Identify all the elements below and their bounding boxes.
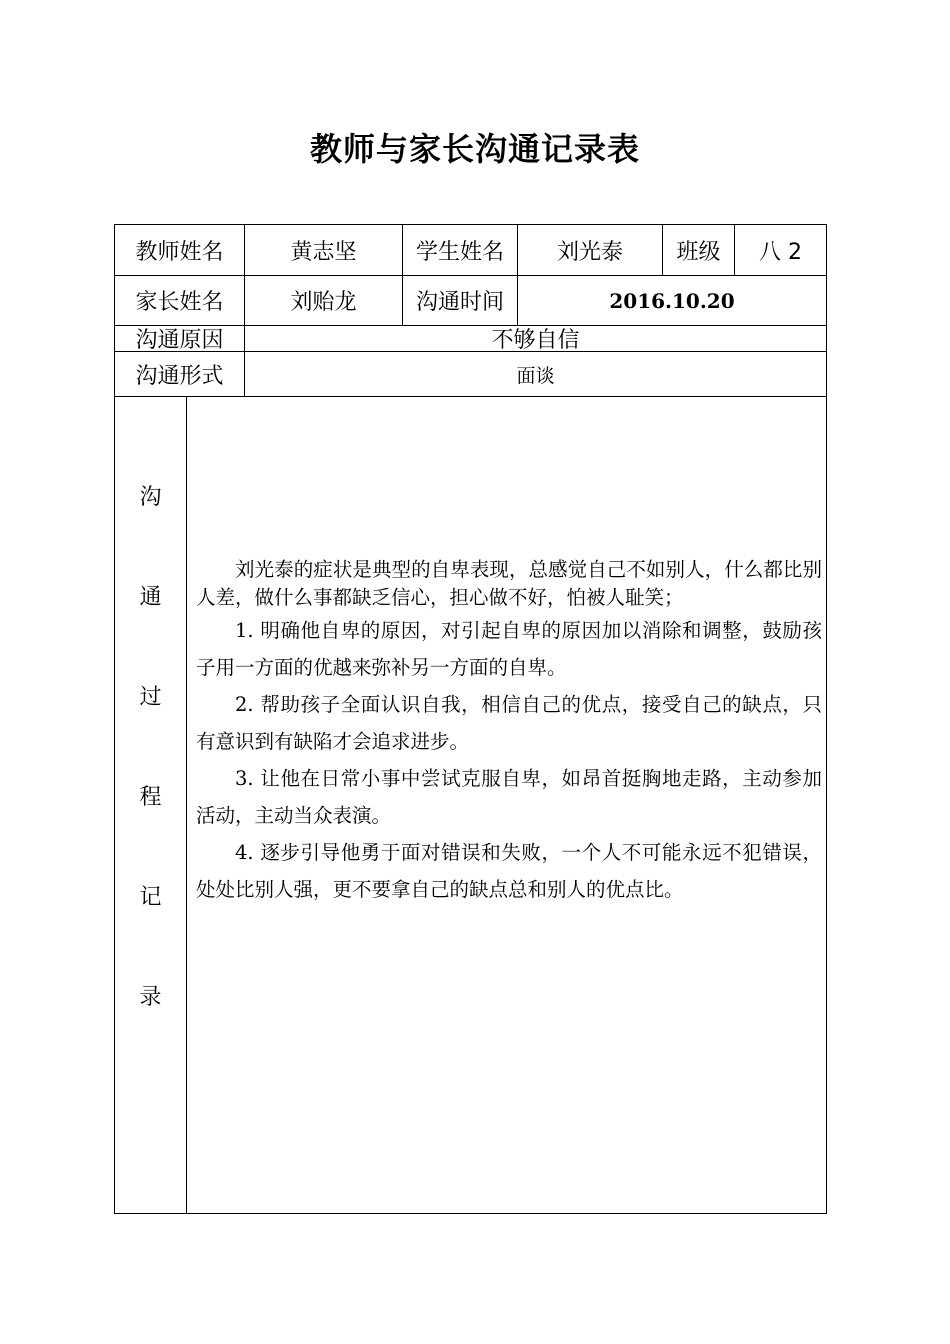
communication-process-record — [196, 556, 822, 908]
process-label-char: 程 — [139, 785, 162, 810]
student-name-value: 刘光泰 — [518, 225, 663, 276]
parent-name-value: 刘贻龙 — [245, 276, 403, 326]
class-value: 八 2 — [735, 225, 826, 276]
record-paragraph: 1. 明确他自卑的原因，对引起自卑的原因加以消除和调整，鼓励孩子用一方面的优越来弥补另一方面的自卑。 — [196, 619, 822, 679]
teacher-name-label: 教师姓名 — [115, 225, 245, 276]
record-paragraph: 4. 逐步引导他勇于面对错误和失败，一个人不可能永远不犯错误，处处比别人强，更不要拿自己的缺点总和别人的优点比。 — [196, 841, 822, 901]
teacher-name-value: 黄志坚 — [245, 225, 403, 276]
communication-time-label: 沟通时间 — [403, 276, 518, 326]
process-label-char: 记 — [139, 885, 162, 910]
communication-reason-label: 沟通原因 — [115, 326, 245, 352]
record-paragraph: 2. 帮助孩子全面认识自我，相信自己的优点，接受自己的缺点，只有意识到有缺陷才会追求进步。 — [196, 693, 822, 753]
process-label-char: 过 — [139, 685, 162, 710]
parent-name-label: 家长姓名 — [115, 276, 245, 326]
communication-process-label — [115, 397, 187, 1213]
communication-form-value: 面谈 — [245, 352, 826, 397]
class-label: 班级 — [663, 225, 735, 276]
record-paragraph: 3. 让他在日常小事中尝试克服自卑，如昂首挺胸地走路，主动参加活动，主动当众表演。 — [196, 767, 822, 827]
communication-reason-value: 不够自信 — [245, 326, 826, 352]
process-label-char: 录 — [139, 985, 162, 1010]
communication-time-value: 2016.10.20 — [518, 276, 826, 326]
page-title: 教师与家长沟通记录表 — [309, 130, 640, 168]
process-label-char: 沟 — [139, 485, 162, 510]
process-label-char: 通 — [139, 585, 162, 610]
communication-form-label: 沟通形式 — [115, 352, 245, 397]
record-paragraph: 刘光泰的症状是典型的自卑表现，总感觉自己不如别人，什么都比别人差，做什么事都缺乏信心，担心做不好，怕被人耻笑； — [196, 558, 822, 609]
student-name-label: 学生姓名 — [403, 225, 518, 276]
